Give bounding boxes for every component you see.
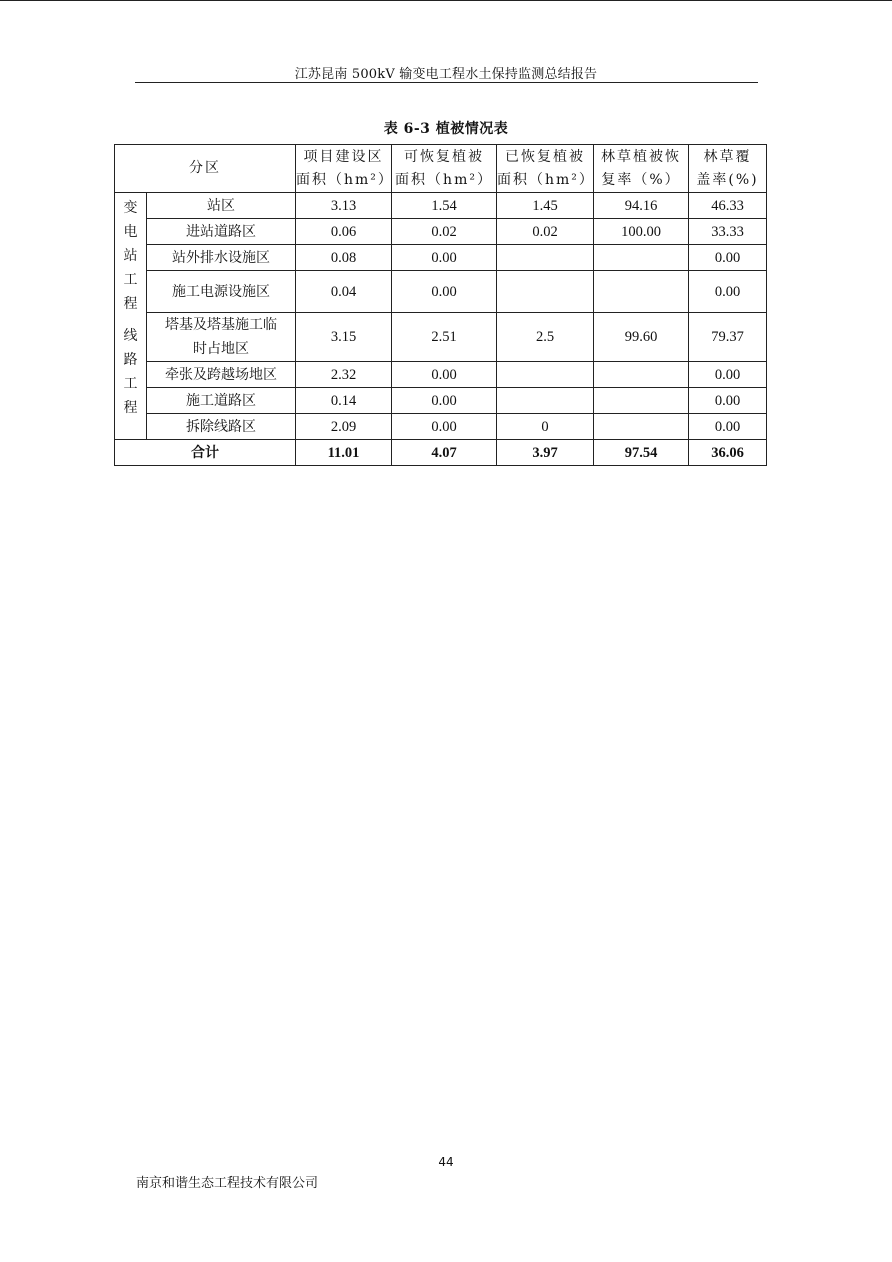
restoration-rate-value: 100.00 bbox=[594, 219, 689, 245]
header-construction-area bbox=[296, 145, 392, 193]
coverage-rate-value: 0.00 bbox=[689, 362, 767, 388]
restored-area-value bbox=[497, 271, 594, 313]
footer-company: 南京和谐生态工程技术有限公司 bbox=[136, 1176, 319, 1191]
restored-area-value: 0.02 bbox=[497, 219, 594, 245]
total-restoration-rate: 97.54 bbox=[594, 440, 689, 466]
table-row bbox=[115, 414, 767, 440]
group-line-engineering bbox=[124, 324, 138, 420]
header-restoration-rate-line1: 林草植被恢 bbox=[601, 148, 681, 165]
restorable-area-value: 0.02 bbox=[392, 219, 497, 245]
group-substation-char: 变 bbox=[123, 200, 138, 216]
restored-area-value bbox=[497, 245, 594, 271]
zone-name: 拆除线路区 bbox=[147, 414, 296, 440]
table-row bbox=[115, 193, 767, 219]
header-rule bbox=[135, 82, 758, 83]
header-construction-area-line1: 项目建设区 bbox=[303, 148, 384, 165]
restoration-rate-value bbox=[594, 414, 689, 440]
group-label-cell bbox=[115, 193, 147, 440]
header-coverage-rate-line1: 林草覆 bbox=[703, 148, 752, 165]
coverage-rate-value: 0.00 bbox=[689, 245, 767, 271]
restored-area-value: 0 bbox=[497, 414, 594, 440]
header-restored-area bbox=[497, 145, 594, 193]
zone-name bbox=[147, 313, 296, 362]
group-line-char: 工 bbox=[123, 376, 138, 392]
restoration-rate-value: 94.16 bbox=[594, 193, 689, 219]
header-restoration-rate-line2: 复率（%） bbox=[601, 171, 681, 188]
total-label: 合计 bbox=[115, 440, 296, 466]
restoration-rate-value: 99.60 bbox=[594, 313, 689, 362]
table-caption: 表 6-3 植被情况表 bbox=[383, 121, 509, 137]
table-row bbox=[115, 313, 767, 362]
total-restorable-area: 4.07 bbox=[392, 440, 497, 466]
restored-area-value: 1.45 bbox=[497, 193, 594, 219]
total-coverage-rate: 36.06 bbox=[689, 440, 767, 466]
vegetation-table bbox=[114, 144, 767, 466]
zone-name-line1: 塔基及塔基施工临 bbox=[165, 317, 277, 333]
coverage-rate-value: 0.00 bbox=[689, 271, 767, 313]
construction-area-value: 2.32 bbox=[296, 362, 392, 388]
header-restorable-area-line1: 可恢复植被 bbox=[404, 148, 484, 165]
construction-area-value: 0.04 bbox=[296, 271, 392, 313]
header-restorable-area-line2: 面积（hm²） bbox=[395, 171, 493, 188]
table-row bbox=[115, 245, 767, 271]
zone-name: 进站道路区 bbox=[147, 219, 296, 245]
zone-name-line2: 时占地区 bbox=[193, 341, 249, 357]
construction-area-value: 0.08 bbox=[296, 245, 392, 271]
restoration-rate-value bbox=[594, 388, 689, 414]
coverage-rate-value: 46.33 bbox=[689, 193, 767, 219]
total-construction-area: 11.01 bbox=[296, 440, 392, 466]
coverage-rate-value: 33.33 bbox=[689, 219, 767, 245]
restorable-area-value: 0.00 bbox=[392, 388, 497, 414]
construction-area-value: 0.06 bbox=[296, 219, 392, 245]
construction-area-value: 3.15 bbox=[296, 313, 392, 362]
zone-name: 站外排水设施区 bbox=[147, 245, 296, 271]
table-row bbox=[115, 362, 767, 388]
header-construction-area-line2: 面积（hm²） bbox=[296, 171, 394, 188]
restorable-area-value: 0.00 bbox=[392, 271, 497, 313]
table-row bbox=[115, 271, 767, 313]
restorable-area-value: 2.51 bbox=[392, 313, 497, 362]
restorable-area-value: 0.00 bbox=[392, 414, 497, 440]
group-line-char: 路 bbox=[123, 352, 138, 368]
group-line-char: 线 bbox=[123, 328, 138, 344]
construction-area-value: 0.14 bbox=[296, 388, 392, 414]
header-restorable-area bbox=[392, 145, 497, 193]
coverage-rate-value: 0.00 bbox=[689, 414, 767, 440]
page-top-border bbox=[0, 0, 892, 1]
group-line-char: 程 bbox=[123, 400, 138, 416]
restoration-rate-value bbox=[594, 271, 689, 313]
total-row bbox=[115, 440, 767, 466]
header-row bbox=[115, 145, 767, 193]
zone-name: 站区 bbox=[147, 193, 296, 219]
restorable-area-value: 1.54 bbox=[392, 193, 497, 219]
table-row bbox=[115, 388, 767, 414]
coverage-rate-value: 79.37 bbox=[689, 313, 767, 362]
group-substation-char: 电 bbox=[123, 224, 138, 240]
header-restored-area-line1: 已恢复植被 bbox=[505, 148, 585, 165]
restorable-area-value: 0.00 bbox=[392, 362, 497, 388]
zone-name: 牵张及跨越场地区 bbox=[147, 362, 296, 388]
restoration-rate-value bbox=[594, 245, 689, 271]
group-substation-char: 站 bbox=[123, 248, 138, 264]
group-substation-engineering bbox=[124, 196, 138, 316]
restorable-area-value: 0.00 bbox=[392, 245, 497, 271]
zone-name: 施工道路区 bbox=[147, 388, 296, 414]
coverage-rate-value: 0.00 bbox=[689, 388, 767, 414]
page-number: 44 bbox=[438, 1155, 454, 1169]
restored-area-value: 2.5 bbox=[497, 313, 594, 362]
total-restored-area: 3.97 bbox=[497, 440, 594, 466]
group-substation-char: 程 bbox=[123, 296, 138, 312]
header-restored-area-line2: 面积（hm²） bbox=[497, 171, 595, 188]
restored-area-value bbox=[497, 388, 594, 414]
header-coverage-rate-line2: 盖率(%) bbox=[696, 171, 759, 188]
header-restoration-rate bbox=[594, 145, 689, 193]
restoration-rate-value bbox=[594, 362, 689, 388]
header-zone: 分区 bbox=[115, 145, 296, 193]
running-header: 江苏昆南 500kV 输变电工程水土保持监测总结报告 bbox=[294, 67, 598, 82]
restored-area-value bbox=[497, 362, 594, 388]
header-coverage-rate bbox=[689, 145, 767, 193]
construction-area-value: 2.09 bbox=[296, 414, 392, 440]
zone-name: 施工电源设施区 bbox=[147, 271, 296, 313]
construction-area-value: 3.13 bbox=[296, 193, 392, 219]
table-row bbox=[115, 219, 767, 245]
group-substation-char: 工 bbox=[123, 272, 138, 288]
